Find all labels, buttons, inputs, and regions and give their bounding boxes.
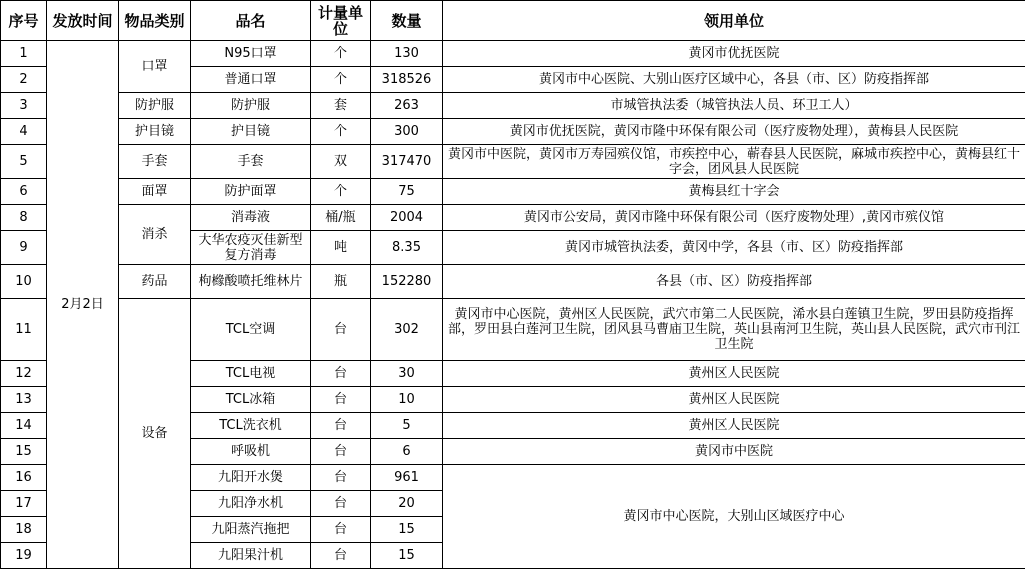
cell-qty: 75 [371,179,443,205]
cell-name: 防护面罩 [191,179,311,205]
header-qty: 数量 [371,1,443,41]
cell-seq: 6 [1,179,47,205]
cell-unit: 台 [311,517,371,543]
cell-seq: 1 [1,41,47,67]
cell-qty: 961 [371,465,443,491]
cell-name: 护目镜 [191,119,311,145]
cell-qty: 8.35 [371,231,443,265]
table-row [1,41,1025,67]
header-unit: 计量单位 [311,1,371,41]
cell-name: 手套 [191,145,311,179]
cell-qty: 130 [371,41,443,67]
cell-qty: 5 [371,413,443,439]
cell-category: 口罩 [119,41,191,93]
cell-seq: 13 [1,387,47,413]
cell-name: TCL冰箱 [191,387,311,413]
cell-unit: 台 [311,299,371,361]
cell-unit: 台 [311,413,371,439]
cell-seq: 8 [1,205,47,231]
header-name: 品名 [191,1,311,41]
cell-qty: 302 [371,299,443,361]
cell-qty: 300 [371,119,443,145]
header-seq: 序号 [1,1,47,41]
cell-category: 设备 [119,299,191,569]
cell-unit: 台 [311,491,371,517]
table-row [1,119,1025,145]
cell-seq: 18 [1,517,47,543]
cell-seq: 12 [1,361,47,387]
cell-name: 消毒液 [191,205,311,231]
cell-qty: 20 [371,491,443,517]
cell-unit: 台 [311,387,371,413]
table-row [1,93,1025,119]
cell-qty: 152280 [371,265,443,299]
cell-recipient: 黄州区人民医院 [443,361,1025,387]
cell-seq: 14 [1,413,47,439]
cell-seq: 19 [1,543,47,569]
table-row [1,205,1025,231]
cell-qty: 10 [371,387,443,413]
cell-qty: 15 [371,543,443,569]
cell-unit: 台 [311,465,371,491]
cell-qty: 6 [371,439,443,465]
cell-name: 普通口罩 [191,67,311,93]
cell-unit: 个 [311,67,371,93]
cell-recipient: 市城管执法委（城管执法人员、环卫工人） [443,93,1025,119]
cell-seq: 2 [1,67,47,93]
cell-name: 九阳蒸汽拖把 [191,517,311,543]
cell-qty: 2004 [371,205,443,231]
cell-recipient: 黄冈市中心医院、大别山医疗区域中心，各县（市、区）防疫指挥部 [443,67,1025,93]
cell-unit: 台 [311,543,371,569]
table-row [1,299,1025,361]
table-row [1,265,1025,299]
cell-name: N95口罩 [191,41,311,67]
cell-name: 枸橼酸喷托维林片 [191,265,311,299]
cell-seq: 16 [1,465,47,491]
cell-name: 防护服 [191,93,311,119]
cell-name: TCL电视 [191,361,311,387]
cell-date: 2月2日 [47,41,119,569]
cell-unit: 双 [311,145,371,179]
cell-qty: 263 [371,93,443,119]
cell-seq: 5 [1,145,47,179]
cell-category: 手套 [119,145,191,179]
cell-recipient: 黄州区人民医院 [443,387,1025,413]
cell-name: 大华农疫灭佳新型复方消毒 [191,231,311,265]
cell-qty: 15 [371,517,443,543]
cell-seq: 3 [1,93,47,119]
cell-unit: 吨 [311,231,371,265]
cell-name: TCL空调 [191,299,311,361]
cell-unit: 台 [311,361,371,387]
cell-recipient: 黄梅县红十字会 [443,179,1025,205]
cell-recipient: 黄州区人民医院 [443,413,1025,439]
cell-unit: 套 [311,93,371,119]
cell-unit: 个 [311,179,371,205]
cell-recipient: 黄冈市公安局，黄冈市隆中环保有限公司（医疗废物处理）,黄冈市殡仪馆 [443,205,1025,231]
cell-seq: 10 [1,265,47,299]
cell-recipient: 黄冈市优抚医院，黄冈市隆中环保有限公司（医疗废物处理），黄梅县人民医院 [443,119,1025,145]
cell-seq: 15 [1,439,47,465]
cell-category: 面罩 [119,179,191,205]
cell-category: 药品 [119,265,191,299]
cell-name: 九阳净水机 [191,491,311,517]
cell-category: 防护服 [119,93,191,119]
cell-unit: 个 [311,41,371,67]
cell-name: 九阳果汁机 [191,543,311,569]
cell-recipient: 黄冈市中心医院，黄州区人民医院，武穴市第二人民医院，浠水县白莲镇卫生院，罗田县防疫指挥部，罗田县白莲河卫生院，团风县马曹庙卫生院，英山县南河卫生院，英山县人民医院，武穴市刊江卫生院 [443,299,1025,361]
cell-category: 消杀 [119,205,191,265]
table-row [1,179,1025,205]
cell-unit: 台 [311,439,371,465]
header-category: 物品类别 [119,1,191,41]
cell-recipient: 黄冈市城管执法委，黄冈中学，各县（市、区）防疫指挥部 [443,231,1025,265]
header-row [1,1,1025,41]
cell-name: 九阳开水煲 [191,465,311,491]
cell-qty: 317470 [371,145,443,179]
cell-recipient-merged: 黄冈市中心医院，大别山区域医疗中心 [443,465,1025,569]
cell-qty: 318526 [371,67,443,93]
cell-seq: 4 [1,119,47,145]
cell-category: 护目镜 [119,119,191,145]
cell-seq: 11 [1,299,47,361]
header-date: 发放时间 [47,1,119,41]
cell-recipient: 黄冈市中医院，黄冈市万寿园殡仪馆，市疾控中心，蕲春县人民医院，麻城市疾控中心，黄梅县红十字会，团风县人民医院 [443,145,1025,179]
cell-seq: 9 [1,231,47,265]
cell-recipient: 黄冈市优抚医院 [443,41,1025,67]
cell-name: 呼吸机 [191,439,311,465]
header-recipient: 领用单位 [443,1,1025,41]
cell-qty: 30 [371,361,443,387]
table-row [1,145,1025,179]
cell-unit: 个 [311,119,371,145]
cell-recipient: 黄冈市中医院 [443,439,1025,465]
cell-recipient: 各县（市、区）防疫指挥部 [443,265,1025,299]
cell-name: TCL洗衣机 [191,413,311,439]
cell-seq: 17 [1,491,47,517]
cell-unit: 桶/瓶 [311,205,371,231]
cell-unit: 瓶 [311,265,371,299]
